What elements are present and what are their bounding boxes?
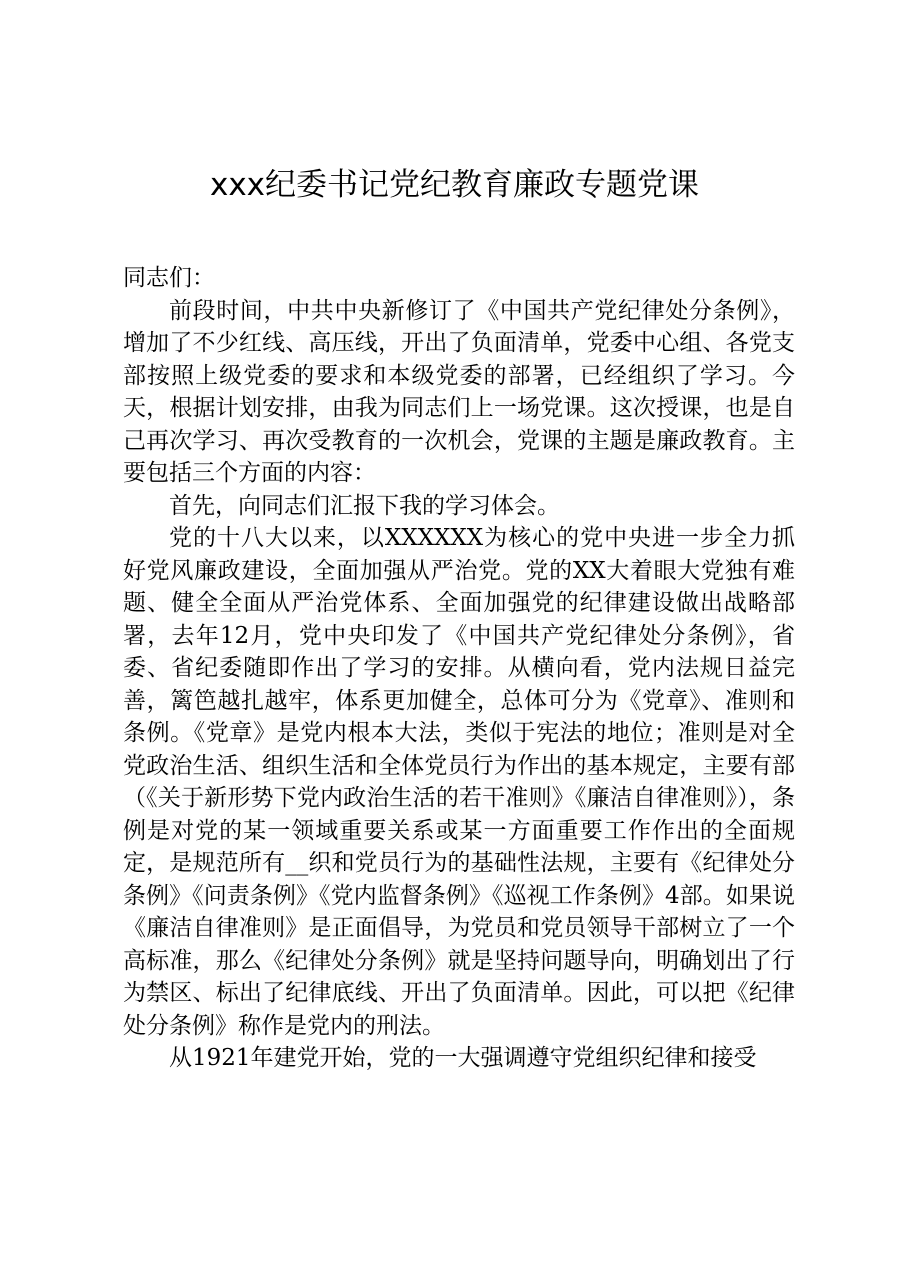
document-title: xxx纪委书记党纪教育廉政专题党课 [209, 167, 700, 203]
paragraph-regulations: 党的十八大以来，以XXXXXX为核心的党中央进一步全力抓好党风廉政建设，全面加强从严治党。党的XX大着眼大党独有难题、健全全面从严治党体系、全面加强党的纪律建设做出战略部署，去年12月，党中央印发了《中国共产党纪律处分条例》，省委、省纪委随即作出了学习的安排。从横向看，党内法规日益完善，篱笆越扎越牢，体系更加健全，总体可分为《党章》、准则和条例。《党章》是党内根本大法，类似于宪法的地位；准则是对全党政治生活、组织生活和全体党员行为作出的基本规定，主要有部（《关于新形势下党内政治生活的若干准则》《廉洁自律准则》），条例是对党的某一领域重要关系或某一方面重要工作作出的全面规定，是规范所有__织和党员行为的基础性法规，主要有《纪律处分条例》《问责条例》《党内监督条例》《巡视工作条例》4部。如果说《廉洁自律准则》是正面倡导，为党员和党员领导干部树立了一个高标准，那么《纪律处分条例》就是坚持问题导向，明确划出了行为禁区、标出了纪律底线、开出了负面清单。因此，可以把《纪律处分条例》称作是党内的刑法。 [123, 525, 795, 1039]
paragraph-intro: 前段时间，中共中央新修订了《中国共产党纪律处分条例》，增加了不少红线、高压线，开出了负面清单，党委中心组、各党支部按照上级党委的要求和本级党委的部署，已经组织了学习。今天，根据计划安排，由我为同志们上一场党课。这次授课，也是自己再次学习、再次受教育的一次机会，党课的主题是廉政教育。主要包括三个方面的内容： [123, 297, 795, 486]
document-body [123, 262, 795, 1075]
salutation: 同志们： [123, 265, 215, 291]
paragraph-history: 从1921年建党开始，党的一大强调遵守党组织纪律和接受 [169, 1045, 757, 1071]
paragraph-first-point: 首先，向同志们汇报下我的学习体会。 [169, 492, 560, 519]
